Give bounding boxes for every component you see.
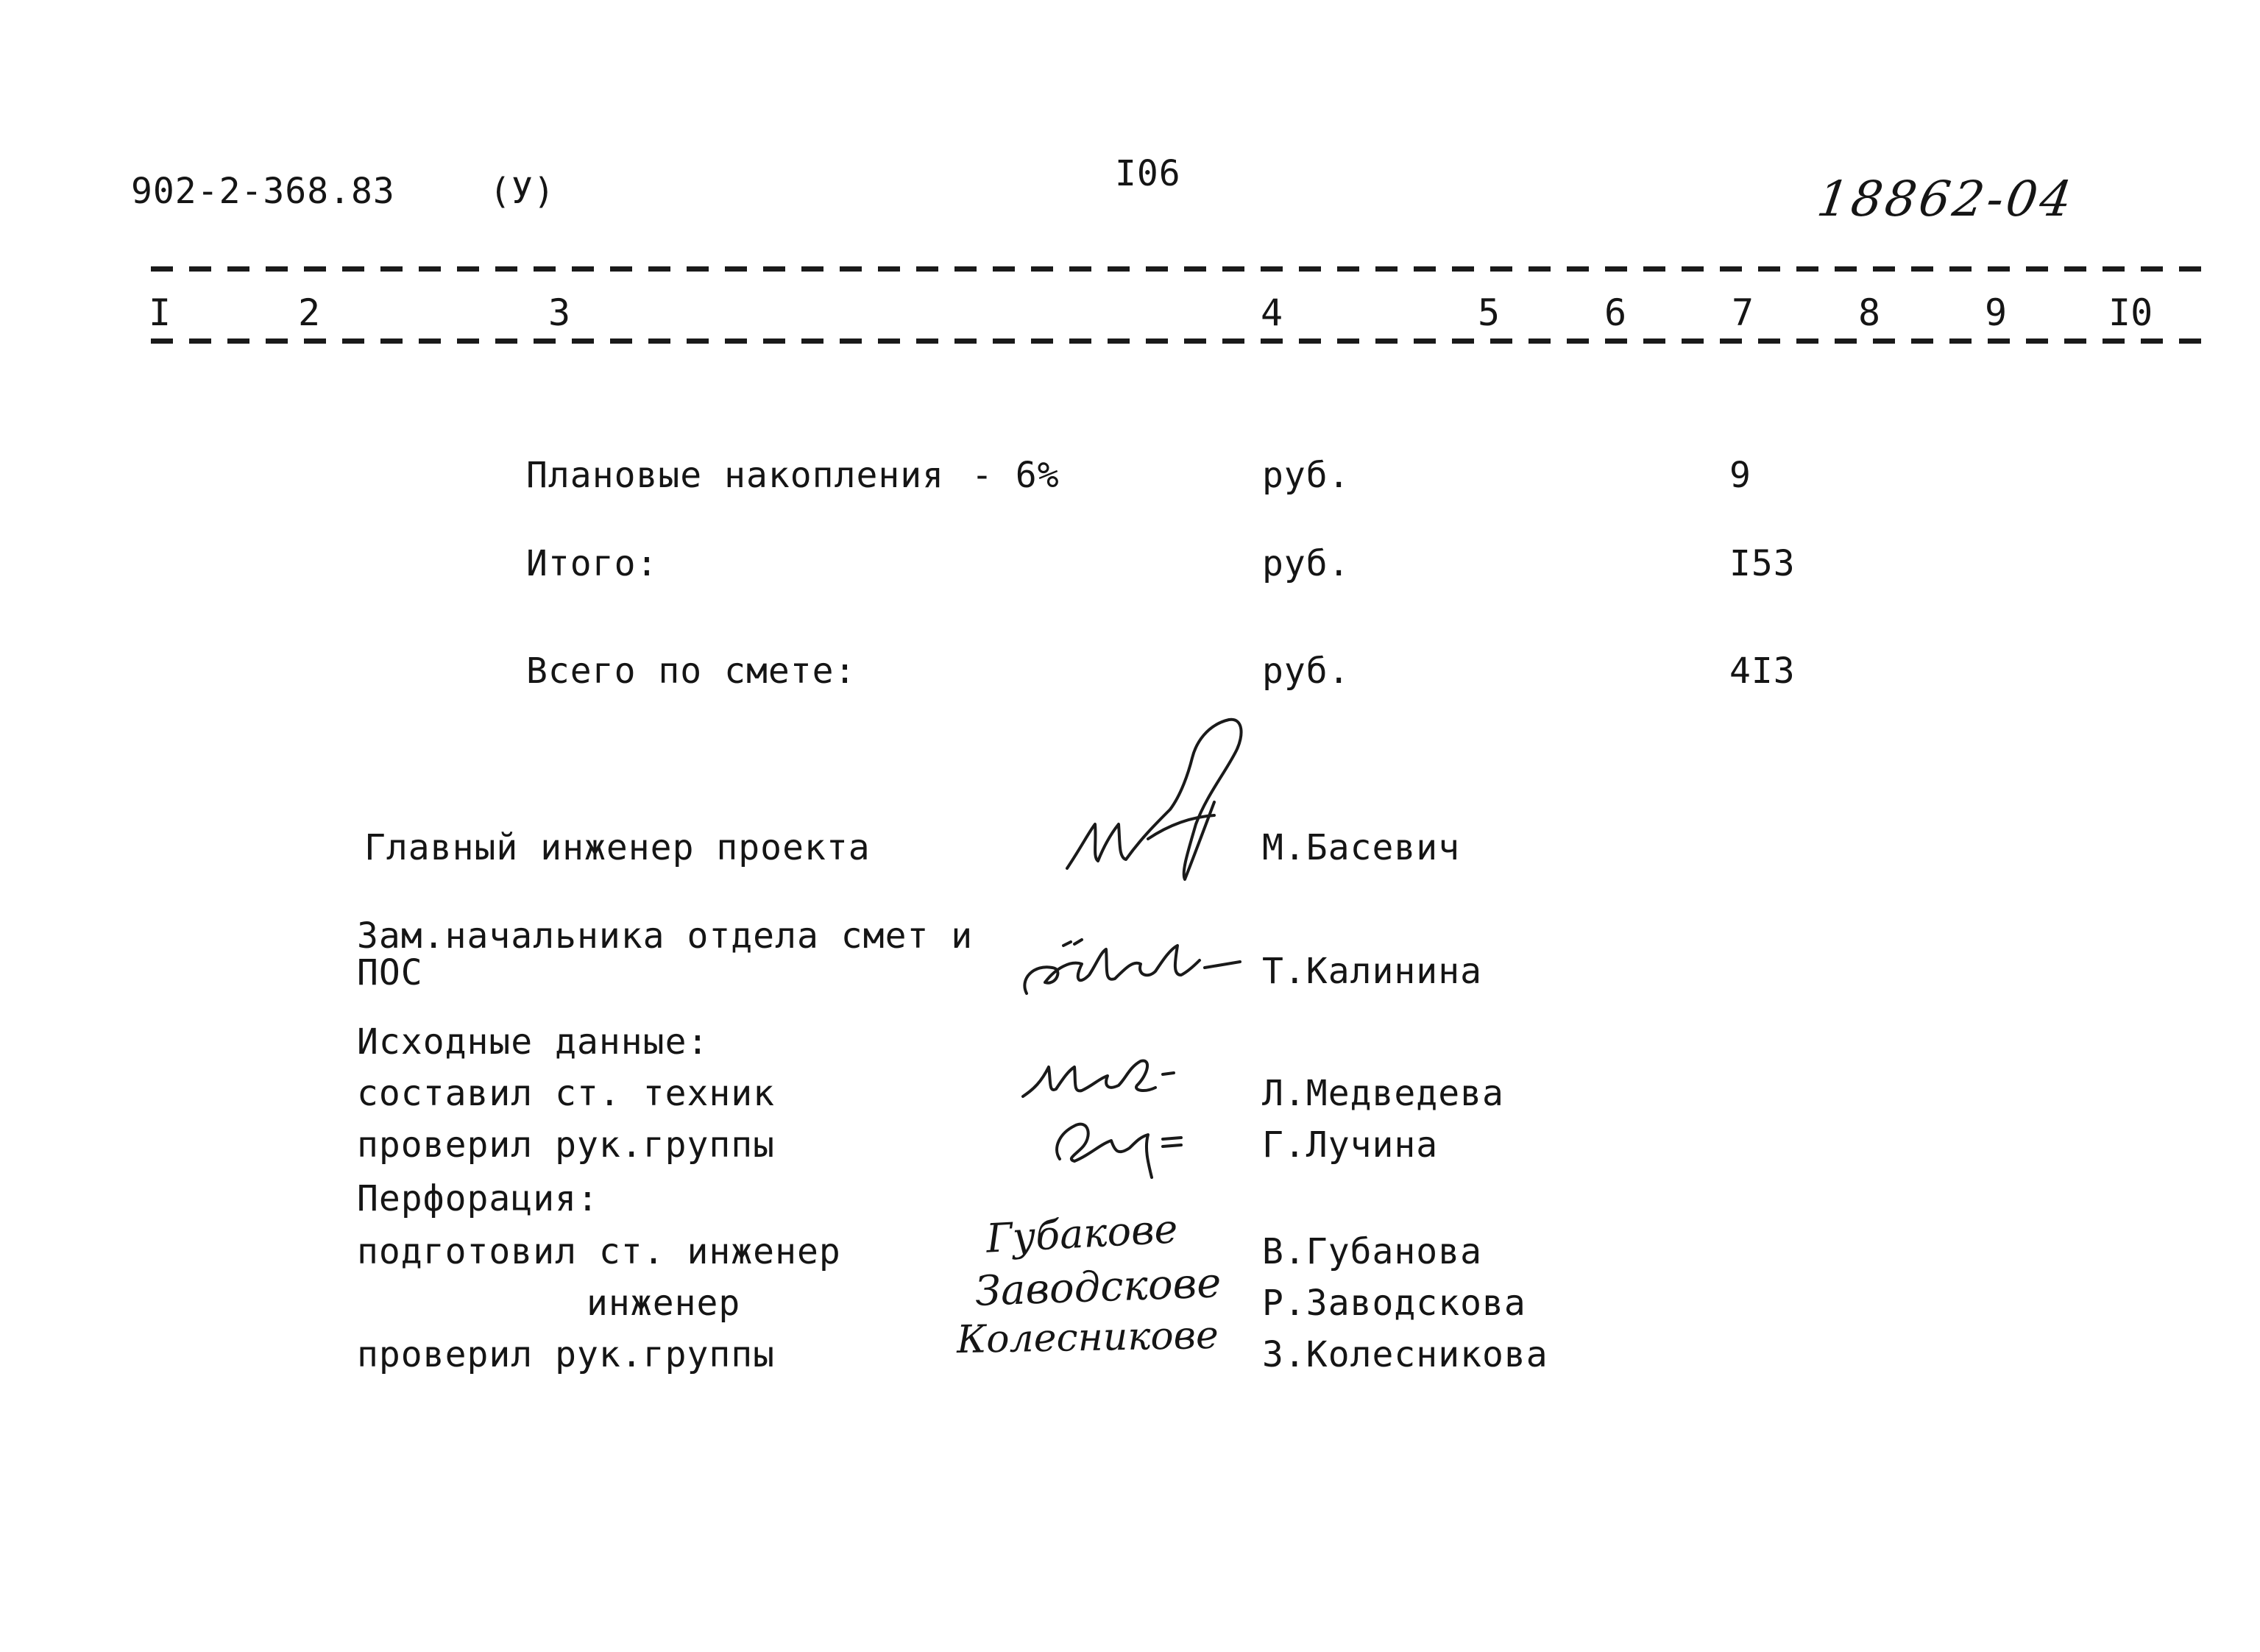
checked2-name: З.Колесникова (1262, 1334, 1548, 1375)
prepared-role: подготовил ст. инженер (357, 1231, 841, 1272)
dashed-rule-top (151, 266, 2204, 272)
chief-engineer-role: Главный инженер проекта (364, 827, 871, 868)
column-number-1: I (149, 291, 171, 334)
document-mark: (У) (489, 171, 556, 212)
column-number-7: 7 (1732, 291, 1754, 334)
signature-kalinina (1012, 924, 1247, 1004)
engineer-name: Р.Заводскова (1262, 1283, 1526, 1324)
column-number-2: 2 (298, 291, 321, 334)
engineer-role: инженер (587, 1283, 741, 1324)
source-data-heading: Исходные данные: (357, 1021, 709, 1063)
handwritten-archive-number: 18862-04 (1813, 171, 2078, 227)
prepared-name: В.Губанова (1262, 1231, 1482, 1272)
signature-medvedeva (1016, 1045, 1185, 1111)
column-number-10: I0 (2108, 291, 2153, 334)
column-number-5: 5 (1478, 291, 1501, 334)
estimate-total-unit: руб. (1262, 650, 1350, 692)
dashed-rule-bottom (151, 338, 2204, 344)
signature-zavodskova: Заводскове (974, 1259, 1222, 1316)
signature-luchina (1045, 1104, 1207, 1185)
subtotal-value: I53 (1729, 543, 1796, 584)
compiled-role: составил ст. техник (357, 1073, 776, 1114)
planned-savings-value: 9 (1729, 455, 1751, 496)
checked-role: проверил рук.группы (357, 1124, 776, 1166)
column-number-4: 4 (1261, 291, 1283, 334)
deputy-name: Т.Калинина (1262, 951, 1482, 992)
column-number-3: 3 (548, 291, 571, 334)
column-number-8: 8 (1858, 291, 1881, 334)
chief-engineer-name: М.Басевич (1262, 827, 1461, 868)
compiled-name: Л.Медведева (1262, 1073, 1504, 1114)
planned-savings-label: Плановые накопления (526, 455, 945, 496)
checked2-role: проверил рук.группы (357, 1334, 776, 1375)
document-code: 902-2-368.83 (131, 171, 395, 212)
checked-name: Г.Лучина (1262, 1124, 1439, 1166)
signature-basevich (1060, 714, 1266, 883)
perforation-heading: Перфорация: (357, 1178, 599, 1219)
estimate-total-value: 4I3 (1729, 650, 1796, 692)
planned-savings-percent: - 6% (971, 455, 1060, 496)
signature-gubanova: Губакове (985, 1205, 1179, 1262)
deputy-role-line1: Зам.начальника отдела смет и (357, 915, 974, 957)
column-number-6: 6 (1604, 291, 1627, 334)
estimate-total-label: Всего по смете: (526, 650, 857, 692)
planned-savings-unit: руб. (1262, 455, 1350, 496)
subtotal-unit: руб. (1262, 543, 1350, 584)
page-number: I06 (1115, 153, 1181, 194)
signature-kolesnikova: Колесникове (956, 1313, 1219, 1363)
column-number-9: 9 (1985, 291, 2008, 334)
deputy-role-line2: ПОС (357, 952, 423, 993)
subtotal-label: Итого: (526, 543, 659, 584)
